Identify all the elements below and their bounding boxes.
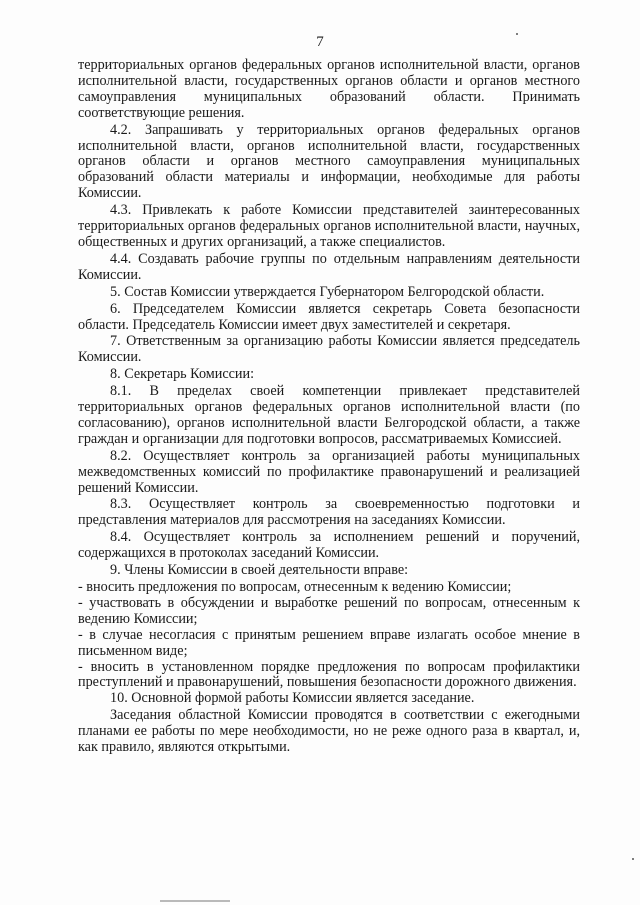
- paragraph-8-3: 8.3. Осуществляет контроль за своевременностью подготовки и представления материалов для рассмотрения на заседаниях Комиссии.: [78, 496, 580, 529]
- rights-list-item: - в случае несогласия с принятым решением вправе излагать особое мнение в письменном виде;: [78, 626, 580, 659]
- scan-speck: [516, 33, 518, 35]
- page-number: 7: [316, 34, 324, 50]
- document-body: [78, 58, 580, 757]
- paragraph-9: 9. Члены Комиссии в своей деятельности вправе:: [110, 562, 409, 579]
- paragraph-6: 6. Председателем Комиссии является секретарь Совета безопасности области. Председатель Комиссии имеет двух заместителей и секретаря.: [78, 300, 580, 333]
- paragraph-8-2: 8.2. Осуществляет контроль за организацией работы муниципальных межведомственных комиссий по профилактике правонарушений и реализацией решений Комиссии.: [78, 447, 580, 496]
- scan-speck: [632, 858, 634, 860]
- paragraph-8-1: 8.1. В пределах своей компетенции привлекает представителей территориальных органов федеральных органов исполнительной власти (по согласованию), органов исполнительной власти Белгородской области, а также граждан и организации для подготовки вопросов, рассматриваемых Комиссией.: [78, 383, 580, 447]
- scan-artifact-line: [160, 900, 230, 902]
- rights-list-item: - участвовать в обсуждении и выработке решений по вопросам, отнесенным к ведению Комиссии;: [78, 594, 580, 627]
- rights-list-item: - вносить в установленном порядке предложения по вопросам профилактики преступлений и правонарушений, повышения безопасности дорожного движения.: [78, 658, 580, 691]
- paragraph-4-3: 4.3. Привлекать к работе Комиссии представителей заинтересованных территориальных органов федеральных органов исполнительной власти, научных, общественных и других организаций, а также специалистов.: [78, 202, 580, 250]
- paragraph-meetings: Заседания областной Комиссии проводятся в соответствии с ежегодными планами ее работы по мере необходимости, но не реже одного раза в квартал, и, как правило, являются открытыми.: [78, 707, 580, 756]
- paragraph-4-4: 4.4. Создавать рабочие группы по отдельным направлениям деятельности Комиссии.: [78, 250, 580, 283]
- paragraph-continuation: территориальных органов федеральных органов исполнительной власти, органов исполнительной власти, государственных органов области и органов местного самоуправления муниципальных образований области. Принимать соответствующие решения.: [78, 57, 580, 121]
- paragraph-5: 5. Состав Комиссии утверждается Губернатором Белгородской области.: [110, 283, 545, 300]
- paragraph-8: 8. Секретарь Комиссии:: [110, 366, 255, 383]
- paragraph-7: 7. Ответственным за организацию работы Комиссии является председатель Комиссии.: [78, 333, 580, 366]
- paragraph-8-4: 8.4. Осуществляет контроль за исполнением решений и поручений, содержащихся в протоколах заседаний Комиссии.: [78, 529, 580, 562]
- rights-list-item: - вносить предложения по вопросам, отнесенным к ведению Комиссии;: [78, 579, 512, 595]
- paragraph-4-2: 4.2. Запрашивать у территориальных органов федеральных органов исполнительной власти, органов исполнительной власти, государственных органов области и органов местного самоуправления муниципальных образований области материалы и информации, необходимые для работы Комиссии.: [78, 121, 580, 202]
- paragraph-10: 10. Основной формой работы Комиссии является заседание.: [110, 690, 475, 707]
